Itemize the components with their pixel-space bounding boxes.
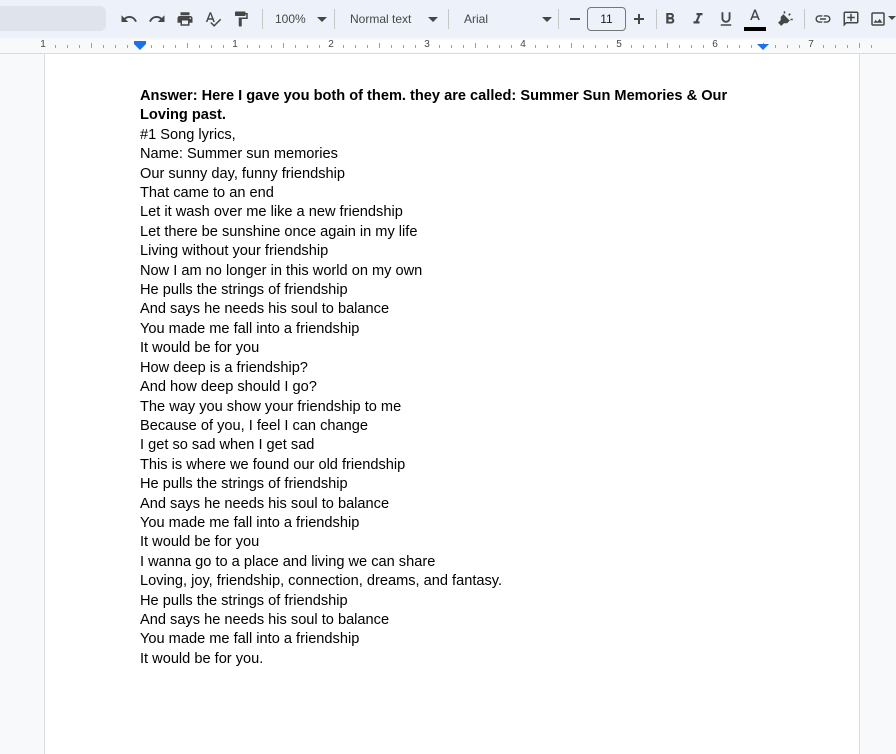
lyric-line: He pulls the strings of friendship [140,592,348,609]
ruler-tick [571,43,572,48]
undo-button[interactable] [117,7,141,31]
ruler-tick [175,45,176,48]
lyric-line: Living without your friendship [140,243,329,260]
increase-font-size-button[interactable] [627,6,651,31]
ruler-tick [355,45,356,48]
undo-icon [120,10,138,28]
italic-button[interactable] [686,7,710,31]
lyric-line: Name: Summer sun memories [140,146,338,163]
italic-icon [689,10,707,28]
font-family-value: Arial [464,12,489,26]
toolbar-divider [334,9,335,29]
lyric-line: How deep is a friendship? [140,359,308,376]
lyric-line: You made me fall into a friendship [140,514,360,531]
ruler-tick [367,45,368,48]
lyric-line: It would be for you. [140,650,264,667]
ruler-tick [343,45,344,48]
ruler-tick [295,45,296,48]
ruler-tick [775,45,776,48]
ruler-tick [391,45,392,48]
ruler-tick [583,45,584,48]
lyric-line: This is where we found our old friendship [140,456,406,473]
ruler-tick [223,45,224,48]
ruler-tick [739,45,740,48]
search-menus-box[interactable] [0,6,106,31]
ruler-tick [271,45,272,48]
left-indent-marker[interactable] [134,44,146,50]
ruler-tick [55,45,56,48]
chevron-down-icon[interactable] [888,16,896,20]
ruler-tick [127,45,128,48]
ruler-tick [163,45,164,48]
lyric-line: I get so sad when I get sad [140,437,315,454]
redo-button[interactable] [145,7,169,31]
ruler-tick [607,45,608,48]
lyrics-lines [140,126,740,669]
underline-button[interactable] [714,7,738,31]
ruler-tick [847,45,848,48]
ruler-tick [679,45,680,48]
ruler-tick [595,45,596,48]
text-color-button[interactable] [743,7,767,31]
ruler-tick [199,45,200,48]
ruler-tick [103,45,104,48]
lyric-line: And says he needs his soul to balance [140,301,390,318]
ruler-number: 1 [232,39,238,50]
right-indent-marker[interactable] [757,44,769,50]
ruler-tick [91,43,92,48]
ruler-tick [703,45,704,48]
chevron-down-icon [542,17,552,22]
chevron-down-icon [317,17,327,22]
lyric-line: Let it wash over me like a new friendship [140,204,403,221]
minus-icon [569,13,581,25]
ruler-tick [211,45,212,48]
ruler-number: 1 [40,39,46,50]
ruler-tick [379,43,380,48]
ruler-tick [79,45,80,48]
ruler-tick [871,45,872,48]
ruler-tick [403,45,404,48]
text-color-swatch [744,27,766,31]
ruler-tick [511,45,512,48]
lyric-line: You made me fall into a friendship [140,631,360,648]
paint-format-button[interactable] [229,7,253,31]
bold-icon [661,10,679,28]
ruler-tick [151,45,152,48]
lyric-line: #1 Song lyrics, [140,126,236,143]
lyric-line: Let there be sunshine once again in my life [140,223,418,240]
ruler-tick [631,45,632,48]
ruler-tick [787,45,788,48]
ruler-tick [475,43,476,48]
redo-icon [148,10,166,28]
ruler-tick [559,45,560,48]
paragraph-style-select[interactable] [350,7,438,31]
lyric-line: It would be for you [140,340,260,357]
decrease-font-size-button[interactable] [563,6,587,31]
insert-image-button[interactable] [866,7,890,31]
spellcheck-button[interactable] [201,7,225,31]
ruler-tick [655,45,656,48]
ruler-number: 3 [424,39,430,50]
toolbar-divider [558,9,559,29]
ruler-tick [451,45,452,48]
highlighter-icon [776,10,794,28]
ruler-tick [319,45,320,48]
paragraph-style-value: Normal text [350,12,412,26]
toolbar-divider [804,9,805,29]
ruler-tick [535,45,536,48]
lyric-line: And says he needs his soul to balance [140,495,390,512]
document-body[interactable] [140,87,740,669]
text-color-icon [746,8,764,26]
bold-button[interactable] [658,7,682,31]
print-icon [176,10,194,28]
underline-icon [717,10,735,28]
ruler-tick [547,45,548,48]
link-icon [814,10,832,28]
highlight-color-button[interactable] [773,7,797,31]
lyric-line: And how deep should I go? [140,379,317,396]
ruler-tick [67,45,68,48]
add-comment-button[interactable] [839,7,863,31]
ruler-number: 5 [616,39,622,50]
ruler-tick [487,45,488,48]
font-family-select[interactable] [464,7,552,31]
ruler-tick [823,45,824,48]
ruler-tick [499,45,500,48]
add-comment-icon [842,10,860,28]
toolbar [0,0,896,38]
lyric-line: You made me fall into a friendship [140,320,360,337]
ruler-tick [307,45,308,48]
toolbar-divider [448,9,449,29]
ruler-tick [751,45,752,48]
ruler-tick [463,45,464,48]
ruler-tick [691,45,692,48]
ruler-tick [835,45,836,48]
plus-icon [633,13,645,25]
ruler-tick [799,45,800,48]
ruler-tick [415,45,416,48]
answer-heading: Answer: Here I gave you both of them. they are called: Summer Sun Memories & Our Loving past. [140,88,728,124]
ruler-tick [727,45,728,48]
lyric-line: That came to an end [140,185,274,202]
ruler-tick [439,45,440,48]
image-icon [869,10,887,28]
lyric-line: Our sunny day, funny friendship [140,165,345,182]
ruler-tick [259,45,260,48]
lyric-line: He pulls the strings of friendship [140,282,348,299]
lyric-line: He pulls the strings of friendship [140,476,348,493]
ruler-number: 2 [328,39,334,50]
ruler-number: 6 [712,39,718,50]
lyric-line: It would be for you [140,534,260,551]
chevron-down-icon [428,17,438,22]
spellcheck-icon [204,10,222,28]
toolbar-divider [656,9,657,29]
zoom-select[interactable] [275,7,327,31]
ruler-tick [859,43,860,48]
ruler-number: 7 [808,39,814,50]
lyric-line: The way you show your friendship to me [140,398,402,415]
ruler-tick [283,43,284,48]
lyric-line: Loving, joy, friendship, connection, dreams, and fantasy. [140,573,503,590]
horizontal-ruler[interactable] [0,38,896,54]
paint-format-icon [232,10,250,28]
ruler-tick [247,45,248,48]
lyric-line: I wanna go to a place and living we can share [140,553,436,570]
ruler-tick [187,43,188,48]
ruler-tick [667,43,668,48]
lyric-line: Because of you, I feel I can change [140,417,368,434]
toolbar-divider [262,9,263,29]
font-size-input[interactable]: 11 [587,7,626,31]
ruler-tick [643,45,644,48]
print-button[interactable] [173,7,197,31]
zoom-value: 100% [275,12,306,26]
ruler-number: 4 [520,39,526,50]
ruler-tick [115,45,116,48]
lyric-line: Now I am no longer in this world on my own [140,262,423,279]
lyric-line: And says he needs his soul to balance [140,611,390,628]
insert-link-button[interactable] [811,7,835,31]
